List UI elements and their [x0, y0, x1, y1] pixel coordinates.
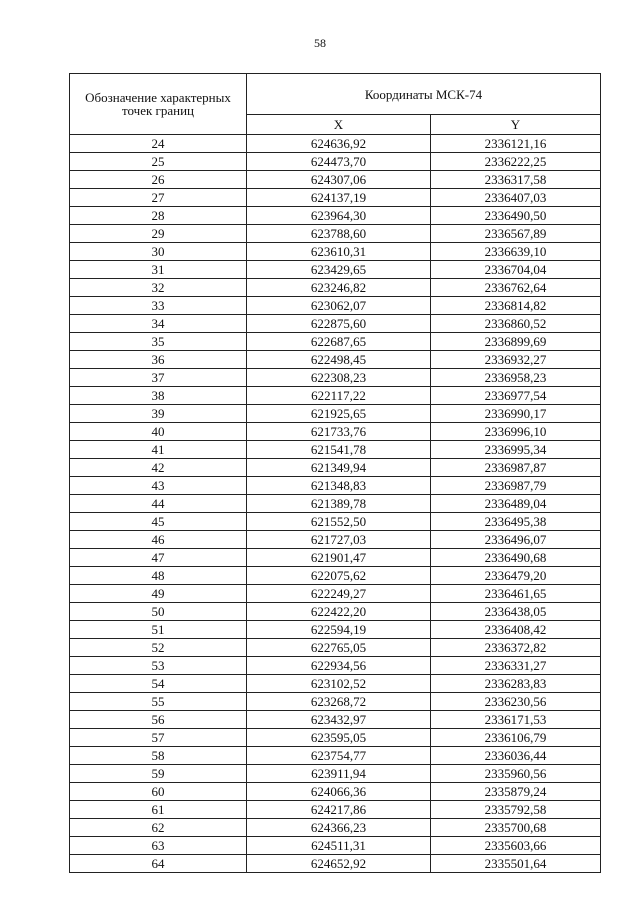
table-row — [70, 351, 601, 369]
cell-y: 2336408,42 — [431, 621, 601, 639]
cell-x: 624066,36 — [247, 783, 431, 801]
cell-point: 38 — [70, 387, 247, 405]
cell-y: 2336977,54 — [431, 387, 601, 405]
cell-point: 57 — [70, 729, 247, 747]
cell-y: 2336230,56 — [431, 693, 601, 711]
cell-y: 2335700,68 — [431, 819, 601, 837]
cell-point: 29 — [70, 225, 247, 243]
cell-point: 58 — [70, 747, 247, 765]
cell-point: 49 — [70, 585, 247, 603]
cell-point: 62 — [70, 819, 247, 837]
cell-point: 53 — [70, 657, 247, 675]
page-number: 58 — [314, 36, 326, 50]
table-row — [70, 189, 601, 207]
table-row — [70, 693, 601, 711]
cell-y: 2336860,52 — [431, 315, 601, 333]
table-row — [70, 567, 601, 585]
cell-point: 44 — [70, 495, 247, 513]
cell-y: 2336461,65 — [431, 585, 601, 603]
cell-point: 33 — [70, 297, 247, 315]
table-row — [70, 441, 601, 459]
table-row — [70, 171, 601, 189]
cell-y: 2336036,44 — [431, 747, 601, 765]
table-row — [70, 765, 601, 783]
table-row — [70, 837, 601, 855]
table-row — [70, 747, 601, 765]
cell-y: 2336489,04 — [431, 495, 601, 513]
cell-x: 623432,97 — [247, 711, 431, 729]
cell-x: 623102,52 — [247, 675, 431, 693]
table-row — [70, 639, 601, 657]
cell-y: 2336171,53 — [431, 711, 601, 729]
cell-point: 36 — [70, 351, 247, 369]
table-row — [70, 819, 601, 837]
cell-y: 2336567,89 — [431, 225, 601, 243]
cell-x: 621552,50 — [247, 513, 431, 531]
table-row — [70, 405, 601, 423]
cell-x: 621733,76 — [247, 423, 431, 441]
cell-x: 624366,23 — [247, 819, 431, 837]
cell-point: 54 — [70, 675, 247, 693]
cell-y: 2336490,50 — [431, 207, 601, 225]
cell-x: 622422,20 — [247, 603, 431, 621]
table-row — [70, 333, 601, 351]
cell-y: 2336899,69 — [431, 333, 601, 351]
table-row — [70, 603, 601, 621]
cell-y: 2336987,87 — [431, 459, 601, 477]
cell-x: 623964,30 — [247, 207, 431, 225]
table-body — [70, 135, 601, 873]
cell-y: 2336987,79 — [431, 477, 601, 495]
cell-point: 64 — [70, 855, 247, 873]
table-row — [70, 495, 601, 513]
cell-x: 622765,05 — [247, 639, 431, 657]
cell-point: 39 — [70, 405, 247, 423]
cell-y: 2335879,24 — [431, 783, 601, 801]
table-row — [70, 261, 601, 279]
cell-point: 46 — [70, 531, 247, 549]
cell-y: 2336932,27 — [431, 351, 601, 369]
cell-x: 623595,05 — [247, 729, 431, 747]
cell-point: 51 — [70, 621, 247, 639]
cell-y: 2336996,10 — [431, 423, 601, 441]
cell-y: 2336222,25 — [431, 153, 601, 171]
cell-y: 2336762,64 — [431, 279, 601, 297]
coordinates-table — [69, 73, 601, 873]
cell-x: 623610,31 — [247, 243, 431, 261]
cell-x: 623268,72 — [247, 693, 431, 711]
table-row — [70, 315, 601, 333]
cell-x: 624473,70 — [247, 153, 431, 171]
table-row — [70, 135, 601, 153]
cell-y: 2336331,27 — [431, 657, 601, 675]
cell-point: 34 — [70, 315, 247, 333]
table-row — [70, 369, 601, 387]
cell-y: 2336495,38 — [431, 513, 601, 531]
cell-x: 623788,60 — [247, 225, 431, 243]
cell-y: 2335501,64 — [431, 855, 601, 873]
table-row — [70, 207, 601, 225]
cell-y: 2336438,05 — [431, 603, 601, 621]
cell-y: 2336704,04 — [431, 261, 601, 279]
cell-x: 623429,65 — [247, 261, 431, 279]
cell-y: 2335960,56 — [431, 765, 601, 783]
cell-x: 623911,94 — [247, 765, 431, 783]
cell-point: 55 — [70, 693, 247, 711]
table-row — [70, 513, 601, 531]
table-row — [70, 621, 601, 639]
cell-y: 2336106,79 — [431, 729, 601, 747]
cell-x: 621348,83 — [247, 477, 431, 495]
cell-x: 622934,56 — [247, 657, 431, 675]
cell-x: 622687,65 — [247, 333, 431, 351]
table-row — [70, 801, 601, 819]
cell-point: 35 — [70, 333, 247, 351]
cell-y: 2336479,20 — [431, 567, 601, 585]
cell-y: 2336283,83 — [431, 675, 601, 693]
cell-x: 622249,27 — [247, 585, 431, 603]
cell-y: 2336639,10 — [431, 243, 601, 261]
cell-y: 2336958,23 — [431, 369, 601, 387]
cell-x: 622117,22 — [247, 387, 431, 405]
cell-point: 59 — [70, 765, 247, 783]
table-row — [70, 423, 601, 441]
table-row — [70, 729, 601, 747]
cell-x: 624652,92 — [247, 855, 431, 873]
table-row — [70, 297, 601, 315]
cell-x: 623062,07 — [247, 297, 431, 315]
table-row — [70, 585, 601, 603]
cell-x: 623754,77 — [247, 747, 431, 765]
cell-point: 42 — [70, 459, 247, 477]
cell-y: 2336990,17 — [431, 405, 601, 423]
cell-point: 60 — [70, 783, 247, 801]
cell-point: 47 — [70, 549, 247, 567]
table-row — [70, 675, 601, 693]
cell-x: 624137,19 — [247, 189, 431, 207]
cell-x: 623246,82 — [247, 279, 431, 297]
cell-point: 61 — [70, 801, 247, 819]
cell-x: 622308,23 — [247, 369, 431, 387]
table-row — [70, 531, 601, 549]
cell-y: 2336814,82 — [431, 297, 601, 315]
cell-x: 621349,94 — [247, 459, 431, 477]
cell-point: 24 — [70, 135, 247, 153]
cell-x: 621727,03 — [247, 531, 431, 549]
cell-point: 30 — [70, 243, 247, 261]
cell-y: 2335603,66 — [431, 837, 601, 855]
cell-y: 2335792,58 — [431, 801, 601, 819]
cell-point: 50 — [70, 603, 247, 621]
table-row — [70, 783, 601, 801]
table-row — [70, 225, 601, 243]
cell-point: 43 — [70, 477, 247, 495]
table-row — [70, 279, 601, 297]
cell-y: 2336121,16 — [431, 135, 601, 153]
cell-x: 621541,78 — [247, 441, 431, 459]
cell-x: 622075,62 — [247, 567, 431, 585]
cell-point: 45 — [70, 513, 247, 531]
cell-point: 37 — [70, 369, 247, 387]
table-row — [70, 549, 601, 567]
table-row — [70, 657, 601, 675]
cell-point: 31 — [70, 261, 247, 279]
cell-point: 27 — [70, 189, 247, 207]
cell-point: 26 — [70, 171, 247, 189]
table-row — [70, 855, 601, 873]
cell-x: 621925,65 — [247, 405, 431, 423]
cell-y: 2336490,68 — [431, 549, 601, 567]
cell-y: 2336317,58 — [431, 171, 601, 189]
table-row — [70, 459, 601, 477]
cell-x: 624307,06 — [247, 171, 431, 189]
cell-x: 622498,45 — [247, 351, 431, 369]
table-row — [70, 711, 601, 729]
cell-x: 624511,31 — [247, 837, 431, 855]
table-row — [70, 243, 601, 261]
table-row — [70, 387, 601, 405]
cell-point: 63 — [70, 837, 247, 855]
cell-x: 624217,86 — [247, 801, 431, 819]
cell-x: 621901,47 — [247, 549, 431, 567]
header-point-designation: Обозначение характерных точек границ — [70, 74, 247, 135]
cell-y: 2336372,82 — [431, 639, 601, 657]
header-y: Y — [431, 115, 601, 135]
cell-point: 40 — [70, 423, 247, 441]
cell-y: 2336407,03 — [431, 189, 601, 207]
header-x: X — [247, 115, 431, 135]
cell-y: 2336496,07 — [431, 531, 601, 549]
cell-point: 56 — [70, 711, 247, 729]
cell-x: 622594,19 — [247, 621, 431, 639]
cell-x: 621389,78 — [247, 495, 431, 513]
cell-x: 624636,92 — [247, 135, 431, 153]
cell-point: 25 — [70, 153, 247, 171]
cell-point: 41 — [70, 441, 247, 459]
cell-x: 622875,60 — [247, 315, 431, 333]
cell-point: 48 — [70, 567, 247, 585]
cell-point: 52 — [70, 639, 247, 657]
header-coordinates: Координаты МСК-74 — [247, 74, 601, 115]
cell-point: 28 — [70, 207, 247, 225]
cell-point: 32 — [70, 279, 247, 297]
cell-y: 2336995,34 — [431, 441, 601, 459]
table-row — [70, 477, 601, 495]
table-row — [70, 153, 601, 171]
